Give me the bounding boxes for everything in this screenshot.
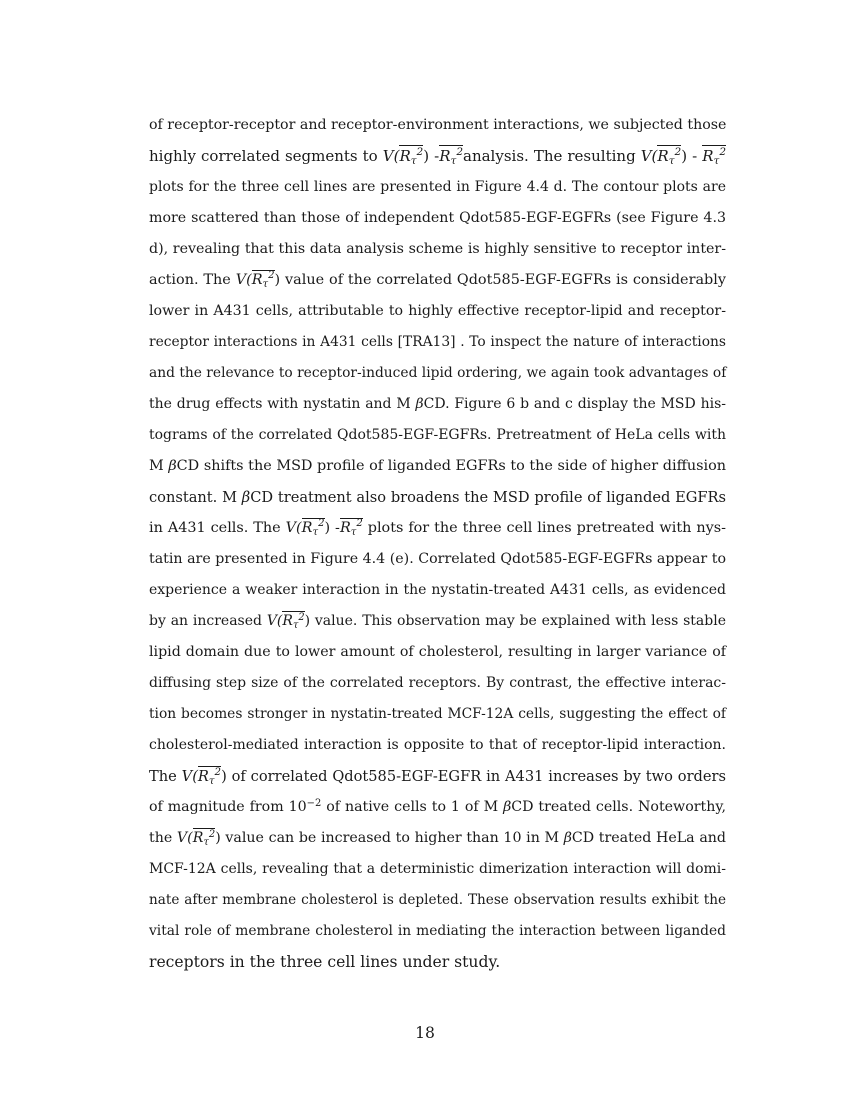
text-line: tograms of the correlated Qdot585-EGF-EGFRs. Pretreatment of HeLa cells with	[149, 427, 726, 443]
page-number: 18	[415, 1024, 435, 1042]
greek-beta: β	[241, 489, 251, 506]
text-line: diffusing step size of the correlated receptors. By contrast, the effective interac-	[149, 675, 726, 691]
text-line: receptor interactions in A431 cells [TRA13] . To inspect the nature of interactions	[149, 334, 726, 350]
text-line: experience a weaker interaction in the nystatin-treated A431 cells, as evidenced	[149, 582, 726, 598]
text-line: the $V(R_\tau^2)$ value can be increased to higher than 10 in M βCD treated HeLa and	[149, 828, 726, 848]
body-paragraph	[149, 110, 726, 978]
math-mean-sq-displacement: $R_\tau^2$	[339, 518, 363, 539]
text-line: lipid domain due to lower amount of cholesterol, resulting in larger variance of	[149, 644, 726, 660]
overline-group: $R_\tau^2$	[399, 146, 424, 168]
text-line: tion becomes stronger in nystatin-treated MCF-12A cells, suggesting the effect of	[149, 706, 726, 722]
text-line: lower in A431 cells, attributable to highly effective receptor-lipid and receptor-	[149, 303, 726, 319]
math-variance-expression: $V(R_\tau^2)$ -	[285, 518, 340, 539]
greek-beta: β	[563, 830, 572, 846]
exponent: −2	[306, 797, 322, 809]
math-variance-expression: $V(R_\tau^2$	[235, 270, 275, 291]
text-line: the drug effects with nystatin and M βCD. Figure 6 b and c display the MSD his-	[149, 396, 726, 412]
math-mean-sq-displacement: $R_\tau^2$	[702, 146, 726, 168]
math-variance-expression: $V(R_\tau^2)$ -	[640, 146, 703, 168]
text-line: of receptor-receptor and receptor-environment interactions, we subjected those	[149, 117, 727, 133]
overline-group: $R_\tau^2$	[301, 518, 325, 539]
text-line: The $V(R_\tau^2)$ of correlated Qdot585-EGF-EGFR in A431 increases by two orders	[149, 767, 726, 788]
text-line: by an increased $V(R_\tau^2)$ value. This observation may be explained with less stable	[149, 611, 726, 631]
text-line: and the relevance to receptor-induced lipid ordering, we again took advantages of	[149, 365, 727, 381]
overline-group: $R_\tau^2$	[282, 611, 305, 631]
text-line: M βCD shifts the MSD profile of liganded EGFRs to the side of higher diffusion	[149, 458, 727, 474]
math-variance-expression: $V(R_\tau^2)$ -	[382, 146, 440, 168]
overline-group: $R_\tau^2$	[657, 146, 682, 168]
text-line: vital role of membrane cholesterol in mediating the interaction between liganded	[149, 923, 726, 939]
math-mean-sq-displacement: $R_\tau^2$	[439, 146, 463, 168]
text-line: MCF-12A cells, revealing that a deterministic dimerization interaction will domi-	[149, 861, 726, 877]
text-line: cholesterol-mediated interaction is opposite to that of receptor-lipid interaction.	[149, 737, 726, 753]
text-line: nate after membrane cholesterol is depleted. These observation results exhibit the	[149, 892, 726, 908]
greek-beta: β	[168, 458, 177, 474]
overline-group: $R_\tau^2$	[192, 828, 216, 848]
math-variance-expression: $V(R_\tau^2$	[181, 767, 222, 788]
text-line: plots for the three cell lines are presented in Figure 4.4 d. The contour plots are	[149, 179, 726, 195]
text-line: tatin are presented in Figure 4.4 (e). Correlated Qdot585-EGF-EGFRs appear to	[149, 551, 726, 567]
text-line: constant. M βCD treatment also broadens the MSD profile of liganded EGFRs	[149, 489, 726, 506]
text-line: receptors in the three cell lines under study.	[149, 953, 501, 971]
text-line: action. The $V(R_\tau^2)$ value of the correlated Qdot585-EGF-EGFRs is considerably	[149, 270, 726, 291]
text-line: d), revealing that this data analysis scheme is highly sensitive to receptor inter-	[149, 241, 726, 257]
text-line: highly correlated segments to $V(R_\tau^2)$ $-R_\tau^2analysis$. The resulting $V(R_\tau^2) - R_\tau^2$	[149, 146, 726, 168]
greek-beta: β	[415, 396, 424, 412]
overline-group: $R_\tau^2$	[197, 767, 222, 788]
math-variance-expression: $V(R_\tau^2$	[176, 828, 216, 848]
math-variance-expression: $V(R_\tau^2$	[266, 611, 305, 631]
text-line: more scattered than those of independent Qdot585-EGF-EGFRs (see Figure 4.3	[149, 210, 726, 226]
greek-beta: β	[503, 799, 512, 815]
text-line: of magnitude from $10^{-2}$ of native cells to 1 of M βCD treated cells. Noteworthy,	[149, 797, 727, 815]
text-line: in A431 cells. The $V(R_\tau^2)$ $-R_\tau^2$ plots for the three cell lines pretreated with nys-	[149, 518, 726, 539]
overline-group: $R_\tau^2$	[251, 270, 275, 291]
